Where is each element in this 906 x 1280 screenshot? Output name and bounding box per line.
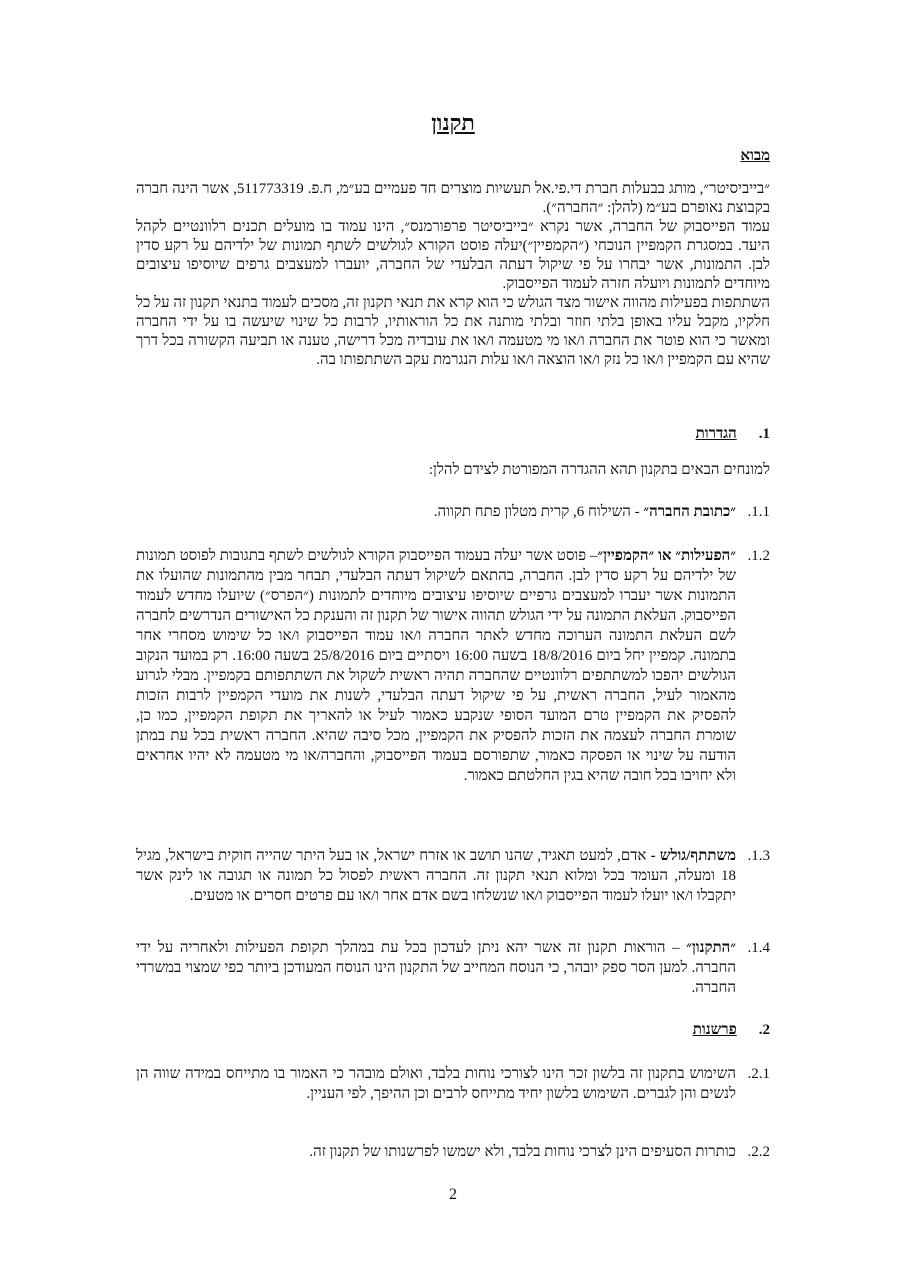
section-1-title: הגדרות [695, 426, 737, 442]
section-2-heading [693, 1022, 770, 1039]
item-term: ״כתובת החברה״ [643, 504, 736, 520]
item-text: כותרות הסעיפים הינן לצרכי נוחות בלבד, ולא ישמשו לפרשנותו של תקנון זה. [309, 1144, 736, 1160]
item-text [136, 502, 736, 522]
intro-paragraph-1: ״בייביסיטר״, מותג בבעלות חברת די.פי.אל תעשיות מוצרים חד פעמיים בע״מ, ח.פ. 511773319, אשר הינה חברה בקבוצת נאופרם בע״מ (להלן: ״החברה״). [136, 181, 770, 216]
item-text [136, 546, 736, 786]
definition-item [136, 846, 770, 906]
item-number: 1.4. [747, 940, 770, 956]
page-number: 2 [449, 1186, 457, 1203]
item-number: 2.1. [747, 1066, 770, 1082]
definition-item [136, 502, 770, 522]
item-text [136, 846, 736, 906]
item-body: – הוראות תקנון זה אשר יהא ניתן לעדכון בכל עת במהלך תקופת הפעילות ולאחריה על ידי החברה. למען הסר ספק יובהר, כי הנוסח המחייב של התקנון הינו הנוסח המעודכן ביותר כפי שמצוי במשרדי החברה. [136, 940, 736, 996]
item-number: 1.1. [747, 504, 770, 520]
page-title: תקנון [431, 110, 475, 135]
item-number: 1.2. [747, 548, 770, 564]
item-text: השימוש בתקנון זה בלשון זכר הינו לצורכי נוחות בלבד, ואולם מובהר כי האמור בו מתייחס במידה שווה הן לנשים והן לגברים. השימוש בלשון יחיד מתייחס לרבים וכן ההיפך, לפי העניין. [136, 1066, 736, 1102]
item-text [136, 938, 736, 998]
section-1-number: 1. [758, 426, 770, 442]
item-number: 2.2. [747, 1144, 770, 1160]
section-2-number: 2. [758, 1022, 770, 1038]
intro-paragraph-2: עמוד הפייסבוק של החברה, אשר נקרא ״בייביסיטר פרפורמנס״, הינו עמוד בו מועלים תכנים רלוונטיים לקהל היעד. במסגרת הקמפיין הנוכחי (״הקמפיין״)יעלה פוסט הקורא לגולשים לשתף תמונות של ילדיהם על רקע סדין לבן. התמונות, אשר יבחרו על פי שיקול דעתה הבלעדי של החברה, יועברו למעצבים גרפים שיוסיפו עיצובים מיוחדים לתמונות ויועלה חזרה לעמוד הפייסבוק. [136, 219, 770, 292]
interpretation-item [136, 1142, 770, 1162]
intro-paragraph-3: השתתפות בפעילות מהווה אישור מצד הגולש כי הוא קרא את תנאי תקנון זה, מסכים לעמוד בתנאי תקנון זה על כל חלקיו, מקבל עליו באופן בלתי חוזר ובלתי מותנה את כל הוראותיו, לרבות כל שינוי שיעשה בו על ידי החברה ומאשר כי הוא פוטר את החברה ו/או מי מטעמה ו/או את עובדיה מכל דרישה, טענה או תביעה הקשורה בכל דרך שהיא עם הקמפיין ו/או כל נזק ו/או הוצאה ו/או עלות הנגרמת עקב השתתפותו בה. [136, 295, 770, 368]
item-term: משתתף/גולש - [650, 848, 737, 864]
definition-item [136, 938, 770, 998]
item-number: 1.3. [747, 848, 770, 864]
section-1-lead: למונחים הבאים בתקנון תהא ההגדרה המפורטת לצידם להלן: [428, 462, 770, 478]
intro-section [136, 180, 770, 370]
definition-item [136, 546, 770, 786]
intro-heading: מבוא [740, 148, 770, 164]
section-1-heading [696, 426, 770, 443]
interpretation-item [136, 1064, 770, 1104]
item-body: אדם, למעט תאגיד, שהנו תושב או אזרח ישראל, או בעל היתר שהייה חוקית בישראל, מגיל 18 ומעלה, העומד בכל ומלוא תנאי תקנון זה. החברה ראשית לפסול כל תמונה או תגובה או לינק אשר יתקבלו ו/או יועלו לעמוד הפייסבוק ו/או שנשלחו בשם אדם אחר ו/או עם פרטים חסרים או מטעים. [136, 848, 736, 904]
item-term: ״הפעילות״ או ״הקמפיין״ [597, 548, 736, 564]
item-body: - השילוח 6, קרית מטלון פתח תקווה. [433, 504, 644, 520]
item-body: – פוסט אשר יעלה בעמוד הפייסבוק הקורא לגולשים לשתף בתגובות לפוסט תמונות של ילדיהם על רקע סדין לבן. החברה, בהתאם לשיקול דעתה הבלעדי, תבחר מבין מהתמונות שהועלו את התמונות אשר יעברו למעצבים גרפיים שיוסיפו עיצובים מיוחדים לתמונות (״הפרס״) שיועלו מחדש לעמוד הפייסבוק. העלאת התמונה על ידי הגולש תהווה אישור של תקנון זה והענקת כל האישורים הנדרשים לחברה לשם העלאת התמונה הערוכה מחדש לאתר החברה ו/או עמוד הפייסבוק ו/או כל שימוש מסחרי אחר בתמונה. קמפיין יחל ביום 18/8/2016 בשעה 16:00 ויסתיים ביום 25/8/2016 בשעה 16:00. רק במועד הנקוב הגולשים יהפכו למשתתפים רלוונטיים שהחברה תהיה ראשית לשקול את השתתפותם בקמפיין. מבלי לגרוע מהאמור לעיל, החברה ראשית, על פי שיקול דעתה הבלעדי, לשנות את מועדי הקמפיין לרבות הזכות להפסיק את הקמפיין טרם המועד הסופי שנקבע כאמור לעיל או להאריך את תקופת הקמפיין, כמו כן, שומרת החברה לעצמה את הזכות להפסיק את הקמפיין, מכל סיבה שהיא. החברה ראשית בכל עת במתן הודעה על שינוי או הפסקה כאמור, שתפורסם בעמוד הפייסבוק, והחברה/או מי מטעמה לא יהיו אחראים ולא יחויבו בכל חובה שהיא בגין החלטתם כאמור. [136, 548, 736, 784]
item-term: ״התקנון״ [686, 940, 736, 956]
section-2-title: פרשנות [692, 1022, 737, 1038]
